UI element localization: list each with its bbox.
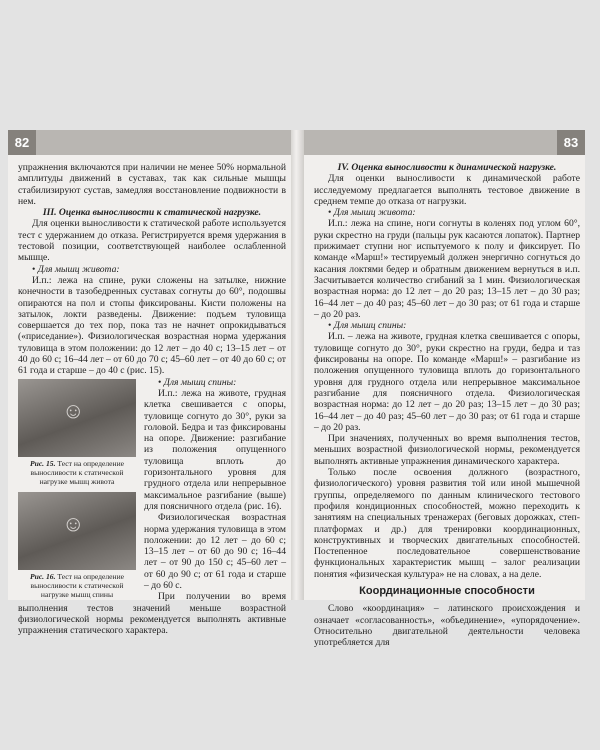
caption-text: Тест на определение выносливости к статической нагрузке мышц живота [30,458,125,486]
left-page [8,130,291,637]
paragraph: Для оценки выносливости к статической работе используется тест с удержанием до отказа. Регистрируется время удержания в тестовой позиции, соответствующей наиболее ослабленной мышце. [18,218,286,264]
bullet-label: • Для мышц спины: [18,377,286,388]
page-header-bar [8,130,291,155]
left-page-text [18,162,286,636]
bullet-label: • Для мышц живота: [18,264,286,275]
page-number: 82 [8,130,36,155]
book-gutter [291,130,304,600]
paragraph: Слово «координация» – латинского происхождения и означает «согласованность», «объединение», «упорядочение». Относительно двигательной деятельности человека употребляется для [314,603,580,649]
paragraph: И.п. – лежа на животе, грудная клетка свешивается с опоры, туловище согнуто до 30°, руки скрестно на груди, бедра и таз фиксированы на опоре. По команде «Марш!» – разгибание из положения опущенного туловища вплоть до горизонтального уровня для грудного отдела или непрерывное максимальное разгибание для поясничного отдела. Физиологическая возрастная норма: до 12 лет – до 20 раз; 13–15 лет – до 30 раз; 16–44 лет – до 40 раз; 45–60 лет – до 30 раз; от 61 года и старше – до 20 раз. [314,331,580,433]
page-number: 83 [557,130,585,155]
person-icon: ☺ [62,510,85,536]
section-heading: III. Оценка выносливости к статической нагрузке. [42,207,262,219]
page-header-bar [304,130,585,155]
figure-15 [18,379,136,599]
right-page-text [314,162,580,648]
paragraph: Только после освоения должного (возрастного, физиологического) уровня развития той или иной мышечной группы, определяемого по данным клинического тестового профиля кондиционных способностей, можно переходить к занятиям на специальных тренажерах (беговых дорожках, степ-платформах и др.) для тренировки координационных, конструктивных и творческих двигательных способностей. Постепенное последовательное совершенствование функциональных характеристик мышц – залог реализации понятия «физическая культура» не на словах, а на деле. [314,467,580,580]
paragraph: При значениях, полученных во время выполнения тестов, меньших возрастной физиологической нормы, рекомендуется выполнять активные упражнения динамического характера. [314,433,580,467]
paragraph: При получении во время выполнения тестов значений меньше возрастной физиологической нормы рекомендуется выполнять активные упражнения статического характера. [18,591,286,637]
right-page [304,130,585,649]
photo-back-test [18,492,136,570]
paragraph: И.п.: лежа на спине, ноги согнуты в коленях под углом 60°, руки скрестно на груди (пальцы рук касаются лопаток). Партнер прижимает ступни ног испытуемого к полу и фиксирует. По команде «Марш!» тестируемый должен энергично согнуться до касания локтями бедер и обратным движением вернуться в и.п. Засчитывается количество сгибаний за 1 мин. Физиологическая возрастная норма: до 12 лет – до 20 раз; 13–15 лет – до 30 раз; 16–44 лет – до 40 раз; 45–60 лет – до 30 раз; от 61 года и старше – до 20 раз. [314,218,580,320]
bullet-label: • Для мышц спины: [314,320,580,331]
figure-caption [18,459,136,486]
figure-label: Рис. 16. [29,571,56,581]
paragraph: И.п.: лежа на спине, руки сложены на затылке, нижние конечности в тазобедренных суставах согнуты до 60°, подошвы опираются на пол и стопы фиксированы. Кисти положены на затылок, локти разведены. Движение: подъем туловища совершается до тех пор, пока таз не начнет опрокидываться («приседание»). Физиологическая возрастная норма удержания туловища в этом положении: до 12 лет – до 40 с; 13–15 лет – от 40 до 60 с; 16–44 лет – от 60 до 70 с; 45–60 лет – от 40 до 60 с; от 61 года и старше – до 40 с (рис. 15). [18,274,286,377]
paragraph: Физиологическая возрастная норма удержания туловища в этом положении: до 12 лет – до 60 с; 13–15 лет – от 60 до 90 с; 16–44 лет – от 90 до 150 с; 45–60 лет – от 60 до 90 с; от 61 года и старше – до 60 с. [144,512,286,591]
figure-caption [18,572,136,599]
photo-abs-test [18,379,136,457]
paragraph: упражнения включаются при наличии не менее 50% нормальной амплитуды движений в суставах, так как сильные мышцы стабилизируют сустав, замедляя восстановление подвижности в нем. [18,162,286,207]
figure-label: Рис. 15. [29,458,56,468]
bullet-label: • Для мышц живота: [314,207,580,218]
paragraph: Для оценки выносливости к динамической работе исследуемому предлагается выполнять тестовое движение в среднем темпе до отказа от нагрузки. [314,173,580,207]
caption-text: Тест на определение выносливости к статической нагрузке мышц спины [30,571,125,599]
paragraph: И.п.: лежа на животе, грудная клетка свешивается с опоры, туловище согнуто до 30°, руки за головой. Бедра и таз фиксированы на опоре. Движение: разгибание из положения опущенного туловища вплоть до горизонтального уровня для грудного отдела или непрерывное максимальное разгибание (выше) для поясничного отдела (рис. 16). [144,387,286,512]
section-heading: IV. Оценка выносливости к динамической нагрузке. [337,162,557,173]
section-title: Координационные способности [359,584,535,597]
person-icon: ☺ [62,397,85,423]
